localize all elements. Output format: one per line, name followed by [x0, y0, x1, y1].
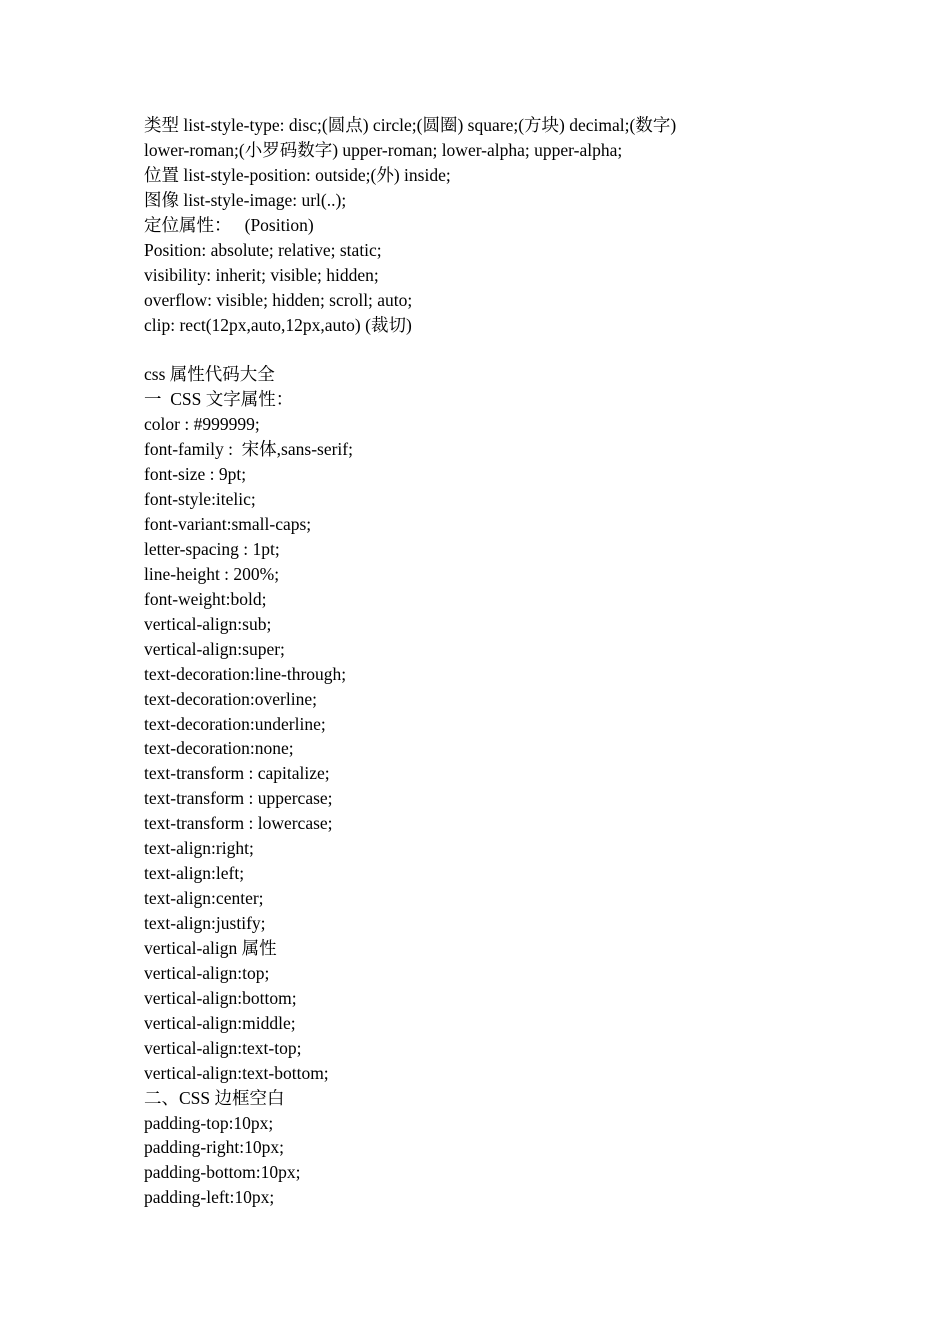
text-line: visibility: inherit; visible; hidden;	[144, 264, 379, 285]
text-line: color : #999999;	[144, 414, 260, 435]
blank-line	[144, 337, 864, 362]
text-line: 定位属性： (Position)	[144, 214, 314, 235]
text-line: overflow: visible; hidden; scroll; auto;	[144, 289, 413, 310]
text-line: text-decoration:none;	[144, 738, 294, 759]
text-line: font-weight:bold;	[144, 588, 267, 609]
text-line: font-style:itelic;	[144, 489, 256, 510]
text-line: vertical-align:middle;	[144, 1012, 296, 1033]
text-line: 类型 list-style-type: disc;(圆点) circle;(圆圈) square;(方块) decimal;(数字)	[144, 115, 677, 135]
text-line: padding-left:10px;	[144, 1187, 275, 1208]
text-line: font-size : 9pt;	[144, 464, 247, 485]
text-line: vertical-align:super;	[144, 638, 285, 659]
text-line: text-align:justify;	[144, 913, 266, 933]
text-line: line-height : 200%;	[144, 563, 280, 584]
section-title: css 属性代码大全	[144, 364, 275, 385]
text-line: 图像 list-style-image: url(..);	[144, 189, 347, 210]
text-line: lower-roman;(小罗码数字) upper-roman; lower-alpha; upper-alpha;	[144, 139, 623, 160]
text-line: 位置 list-style-position: outside;(外) inside;	[144, 164, 451, 185]
text-line: Position: absolute; relative; static;	[144, 239, 382, 260]
text-line: padding-right:10px;	[144, 1137, 284, 1158]
document-body	[144, 113, 864, 1210]
text-line: vertical-align:text-bottom;	[144, 1062, 329, 1083]
css-properties-section	[144, 362, 864, 1210]
list-style-section	[144, 113, 864, 337]
text-line: text-align:center;	[144, 888, 264, 909]
text-line: text-transform : lowercase;	[144, 813, 333, 834]
text-line: text-align:right;	[144, 838, 254, 859]
text-line: padding-top:10px;	[144, 1112, 274, 1133]
section-heading: vertical-align 属性	[144, 937, 277, 958]
text-line: vertical-align:text-top;	[144, 1037, 302, 1058]
text-line: font-variant:small-caps;	[144, 514, 312, 534]
text-line: vertical-align:top;	[144, 962, 270, 983]
text-line: text-decoration:overline;	[144, 688, 317, 709]
text-line: vertical-align:sub;	[144, 613, 272, 634]
text-line: padding-bottom:10px;	[144, 1162, 301, 1183]
text-line: text-align:left;	[144, 863, 245, 884]
text-line: text-decoration:underline;	[144, 713, 326, 734]
text-line: font-family : 宋体,sans-serif;	[144, 439, 353, 460]
text-line: clip: rect(12px,auto,12px,auto) (裁切)	[144, 314, 412, 335]
text-line: text-decoration:line-through;	[144, 663, 347, 684]
text-line: text-transform : capitalize;	[144, 763, 330, 784]
text-line: vertical-align:bottom;	[144, 987, 297, 1008]
text-line: text-transform : uppercase;	[144, 788, 333, 809]
section-heading: 一 CSS 文字属性：	[144, 389, 294, 410]
section-heading: 二、CSS 边框空白	[144, 1087, 285, 1108]
text-line: letter-spacing : 1pt;	[144, 538, 280, 559]
